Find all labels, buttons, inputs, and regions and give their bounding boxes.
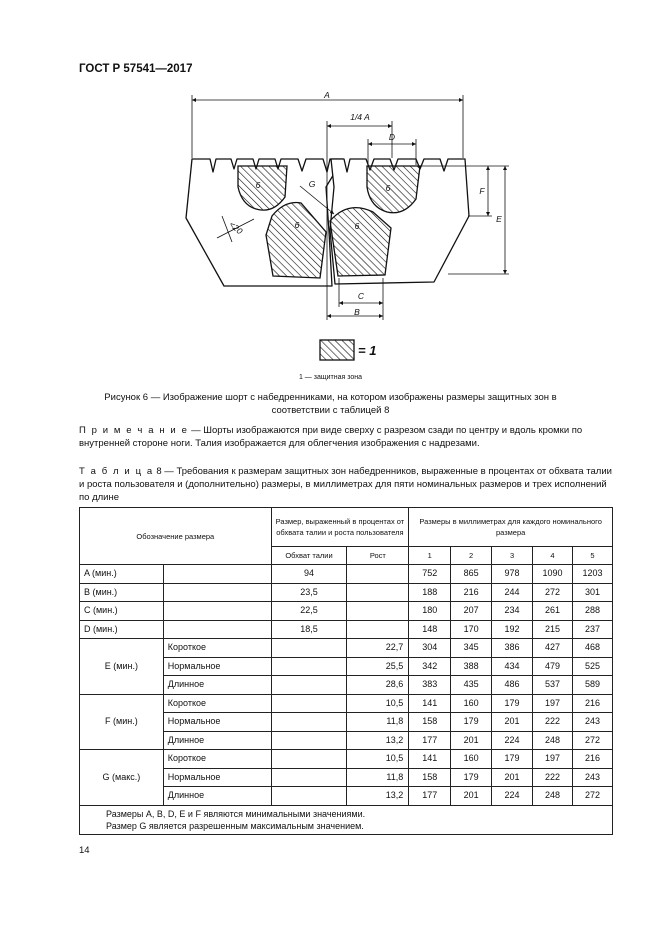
table-row: [80, 750, 613, 769]
cell-mm-value: 272: [572, 731, 612, 750]
dim-label-d: D: [388, 132, 396, 142]
cell-mm-value: 197: [533, 750, 573, 769]
cell-mm-value: 342: [409, 657, 451, 676]
cell-mm-value: 1090: [533, 565, 573, 584]
row-empty: [163, 602, 271, 621]
row-empty: [347, 583, 409, 602]
row-empty: [271, 676, 347, 695]
row-empty: [163, 565, 271, 584]
cell-mm-value: 427: [533, 639, 573, 658]
cell-mm-value: 1203: [572, 565, 612, 584]
cell-mm-value: 141: [409, 750, 451, 769]
figure-key-note: 1 — защитная зона: [298, 374, 363, 381]
table-header-row: [80, 508, 613, 547]
cell-mm-value: 207: [451, 602, 492, 621]
length-version: Нормальное: [163, 657, 271, 676]
cell-height-percent: 13,2: [347, 731, 409, 750]
cell-mm-value: 177: [409, 787, 451, 806]
row-empty: [163, 583, 271, 602]
cell-mm-value: 237: [572, 620, 612, 639]
cell-mm-value: 216: [572, 694, 612, 713]
cell-waist-percent: 18,5: [271, 620, 347, 639]
shorts-figure: [180, 92, 520, 354]
length-version: Короткое: [163, 639, 271, 658]
cell-mm-value: 978: [492, 565, 533, 584]
page-number: 14: [79, 845, 90, 856]
table-title: [79, 465, 613, 504]
cell-mm-value: 180: [409, 602, 451, 621]
row-empty: [347, 620, 409, 639]
cell-mm-value: 170: [451, 620, 492, 639]
zone-mark: 6: [354, 221, 360, 231]
row-label: B (мин.): [80, 583, 164, 602]
cell-waist-percent: 22,5: [271, 602, 347, 621]
shorts-outline: [186, 159, 469, 286]
row-empty: [271, 750, 347, 769]
dim-label-quarter-a: 1/4 A: [350, 112, 370, 122]
cell-mm-value: 383: [409, 676, 451, 695]
table-row: [80, 694, 613, 713]
footnote-line: Размер G является разрешенным максимальным значением.: [106, 820, 364, 831]
cell-mm-value: 158: [409, 713, 451, 732]
row-label: C (мин.): [80, 602, 164, 621]
dim-label-f: F: [479, 186, 485, 196]
cell-mm-value: 179: [451, 768, 492, 787]
cell-mm-value: 243: [572, 768, 612, 787]
figure-caption: Рисунок 6 — Изображение шорт с набедренниками, на котором изображены размеры защитных зон в соответствии с таблицей 8: [104, 392, 557, 416]
dim-label-e: E: [496, 214, 502, 224]
cell-mm-value: 179: [492, 694, 533, 713]
row-empty: [347, 602, 409, 621]
cell-mm-value: 386: [492, 639, 533, 658]
table-title-label: Т а б л и ц а: [79, 466, 154, 477]
cell-mm-value: 865: [451, 565, 492, 584]
cell-mm-value: 158: [409, 768, 451, 787]
cell-mm-value: 345: [451, 639, 492, 658]
cell-mm-value: 188: [409, 583, 451, 602]
table-row: [80, 620, 613, 639]
cell-height-percent: 22,7: [347, 639, 409, 658]
cell-mm-value: 435: [451, 676, 492, 695]
cell-height-percent: 28,6: [347, 676, 409, 695]
header-size: 2: [451, 547, 492, 565]
group-label: F (мин.): [80, 694, 164, 750]
cell-height-percent: 13,2: [347, 787, 409, 806]
standard-id: ГОСТ Р 57541—2017: [79, 63, 193, 75]
note-label: П р и м е ч а н и е: [79, 425, 189, 436]
cell-mm-value: 224: [492, 731, 533, 750]
length-version: Длинное: [163, 676, 271, 695]
cell-height-percent: 10,5: [347, 750, 409, 769]
header-designation: Обозначение размера: [80, 508, 272, 565]
cell-height-percent: 11,8: [347, 713, 409, 732]
cell-mm-value: 272: [572, 787, 612, 806]
cell-mm-value: 148: [409, 620, 451, 639]
row-empty: [271, 639, 347, 658]
row-empty: [271, 657, 347, 676]
cell-mm-value: 248: [533, 731, 573, 750]
table-row: [80, 602, 613, 621]
cell-mm-value: 752: [409, 565, 451, 584]
row-empty: [271, 713, 347, 732]
cell-mm-value: 224: [492, 787, 533, 806]
row-empty: [347, 565, 409, 584]
cell-mm-value: 215: [533, 620, 573, 639]
cell-mm-value: 261: [533, 602, 573, 621]
cell-mm-value: 201: [492, 768, 533, 787]
header-mm-group: Размеры в миллиметрах для каждого номинального размера: [409, 508, 613, 547]
length-version: Длинное: [163, 731, 271, 750]
cell-mm-value: 201: [492, 713, 533, 732]
cell-mm-value: 179: [451, 713, 492, 732]
row-empty: [271, 768, 347, 787]
legend-hatch-swatch: [319, 339, 355, 361]
dim-label-g: G: [308, 179, 316, 189]
cell-height-percent: 10,5: [347, 694, 409, 713]
cell-mm-value: 434: [492, 657, 533, 676]
header-height: Рост: [347, 547, 409, 565]
cell-mm-value: 244: [492, 583, 533, 602]
legend-label: = 1: [358, 343, 377, 358]
row-empty: [271, 694, 347, 713]
table-footnote: [80, 805, 613, 834]
table-row: [80, 639, 613, 658]
row-label: A (мин.): [80, 565, 164, 584]
length-version: Длинное: [163, 787, 271, 806]
cell-mm-value: 160: [451, 694, 492, 713]
header-size: 4: [533, 547, 573, 565]
note-paragraph: [79, 424, 613, 450]
cell-mm-value: 525: [572, 657, 612, 676]
cell-mm-value: 388: [451, 657, 492, 676]
cell-mm-value: 177: [409, 731, 451, 750]
cell-waist-percent: 23,5: [271, 583, 347, 602]
header-size: 5: [572, 547, 612, 565]
group-label: G (макс.): [80, 750, 164, 806]
cell-mm-value: 234: [492, 602, 533, 621]
row-empty: [271, 787, 347, 806]
row-label: D (мин.): [80, 620, 164, 639]
cell-mm-value: 201: [451, 731, 492, 750]
dim-label-b: B: [354, 307, 360, 317]
zone-mark: 6: [294, 220, 300, 230]
cell-mm-value: 486: [492, 676, 533, 695]
table-footnote-row: [80, 805, 613, 834]
cell-mm-value: 201: [451, 787, 492, 806]
footnote-line: Размеры A, B, D, E и F являются минимальными значениями.: [106, 808, 366, 819]
cell-mm-value: 216: [451, 583, 492, 602]
length-version: Нормальное: [163, 768, 271, 787]
dim-label-a: A: [324, 92, 330, 100]
header-size: 3: [492, 547, 533, 565]
cell-height-percent: 25,5: [347, 657, 409, 676]
cell-mm-value: 216: [572, 750, 612, 769]
group-label: E (мин.): [80, 639, 164, 695]
cell-mm-value: 160: [451, 750, 492, 769]
cell-mm-value: 248: [533, 787, 573, 806]
cell-mm-value: 537: [533, 676, 573, 695]
header-percent-group: Размер, выраженный в процентах от обхвата талии и роста пользователя: [271, 508, 409, 547]
dim-label-angle: <20: [227, 219, 245, 237]
row-empty: [271, 731, 347, 750]
cell-mm-value: 304: [409, 639, 451, 658]
note-text: — Шорты изображаются при виде сверху с разрезом сзади по центру и вдоль кромки по внутренней стороне ноги. Талия изображается для облегчения изображения с надрезами.: [79, 425, 583, 449]
header-size: 1: [409, 547, 451, 565]
cell-mm-value: 192: [492, 620, 533, 639]
cell-mm-value: 141: [409, 694, 451, 713]
cell-mm-value: 468: [572, 639, 612, 658]
dimensions-table: [79, 507, 613, 835]
cell-waist-percent: 94: [271, 565, 347, 584]
cell-height-percent: 11,8: [347, 768, 409, 787]
zone-mark: 6: [385, 183, 391, 193]
zone-mark: 6: [255, 180, 261, 190]
cell-mm-value: 222: [533, 713, 573, 732]
cell-mm-value: 179: [492, 750, 533, 769]
length-version: Короткое: [163, 694, 271, 713]
cell-mm-value: 589: [572, 676, 612, 695]
cell-mm-value: 301: [572, 583, 612, 602]
cell-mm-value: 288: [572, 602, 612, 621]
dim-label-c: C: [357, 291, 365, 301]
length-version: Нормальное: [163, 713, 271, 732]
table-row: [80, 583, 613, 602]
header-waist: Обхват талии: [271, 547, 347, 565]
cell-mm-value: 222: [533, 768, 573, 787]
cell-mm-value: 272: [533, 583, 573, 602]
table-title-text: 8 — Требования к размерам защитных зон набедренников, выраженные в процентах от обхвата талии и роста пользователя и (дополнительно) размеры, в миллиметрах для пяти номинальных размеров и трех исполнений по длине: [79, 466, 612, 503]
cell-mm-value: 243: [572, 713, 612, 732]
length-version: Короткое: [163, 750, 271, 769]
row-empty: [163, 620, 271, 639]
table-row: [80, 565, 613, 584]
cell-mm-value: 479: [533, 657, 573, 676]
cell-mm-value: 197: [533, 694, 573, 713]
